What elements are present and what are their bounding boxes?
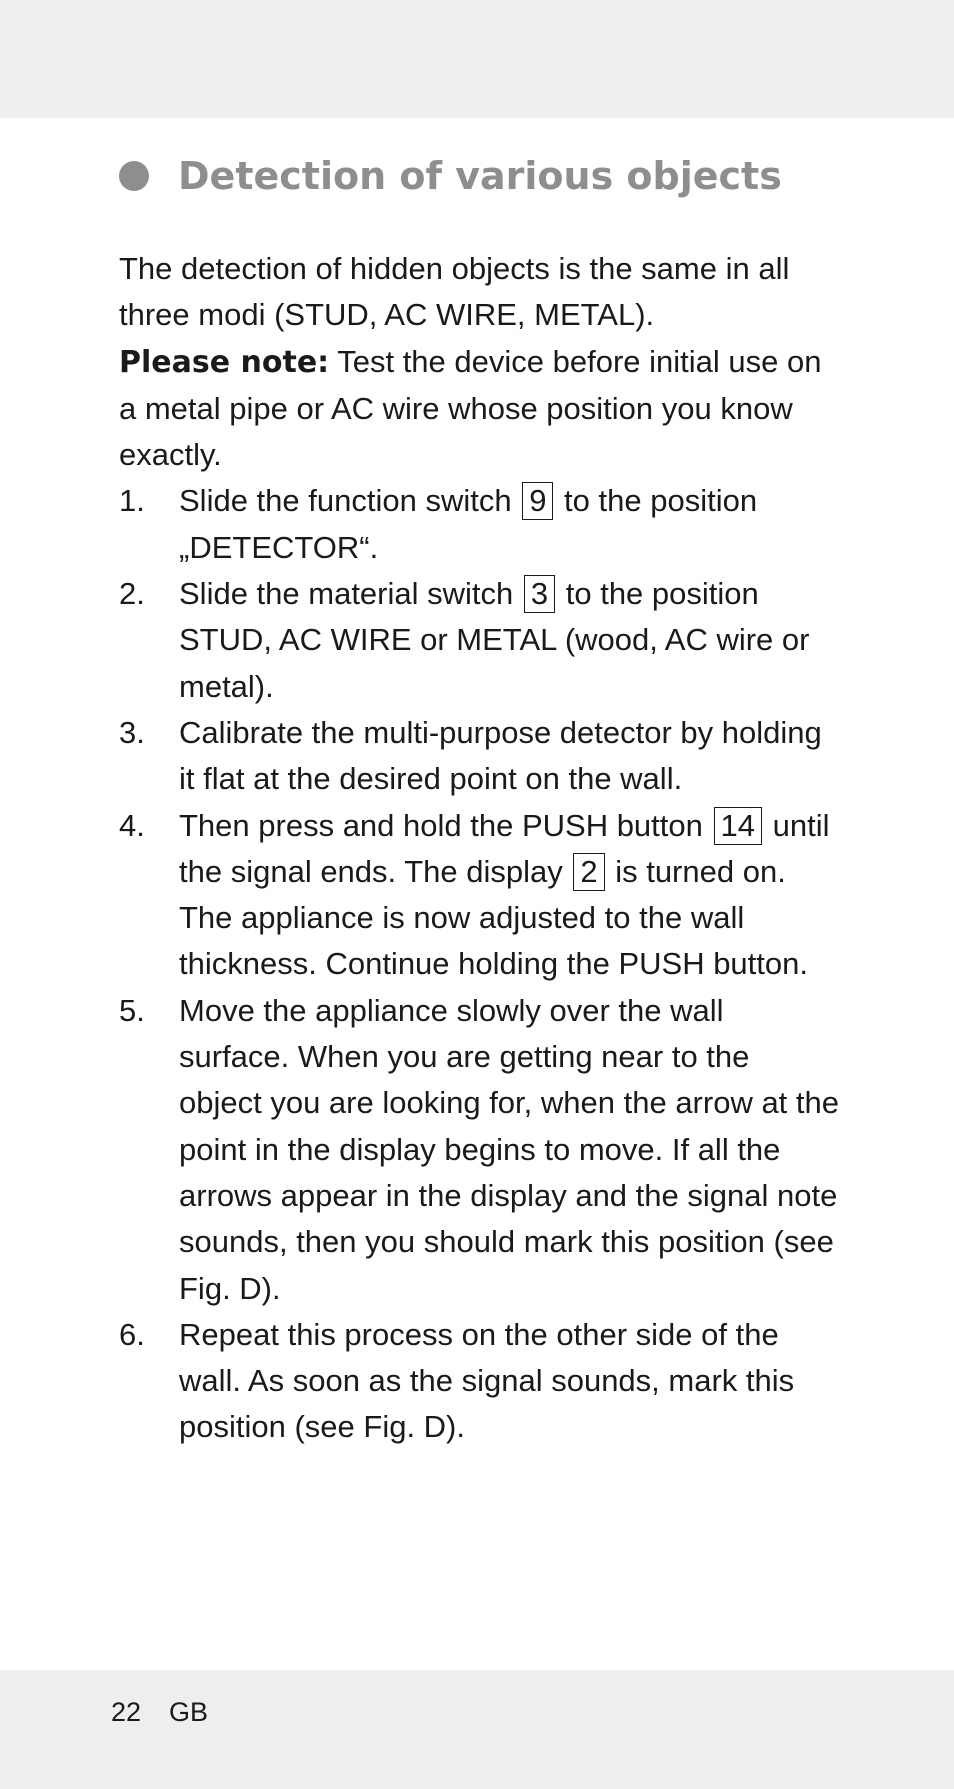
step-text: Repeat this process on the other side of the wall. As soon as the signal sounds, mark this position (see Fig. D). <box>179 1316 795 1445</box>
step-number: 2. <box>119 576 145 612</box>
step-number: 6. <box>119 1316 145 1352</box>
note-paragraph <box>119 339 839 479</box>
step-text: Slide the material switch <box>179 576 522 612</box>
page-number: 22 <box>111 1697 142 1727</box>
top-band <box>0 0 954 118</box>
step-text: Calibrate the multi-purpose detector by holding it flat at the desired point on the wall. <box>179 714 822 797</box>
step-text: Then press and hold the PUSH button <box>179 807 712 843</box>
reference-number: 2 <box>573 853 604 891</box>
note-text: Test the device before initial use on a metal pipe or AC wire whose position you know exactly. <box>119 343 822 473</box>
note-label: Please note: <box>119 344 330 380</box>
language-code: GB <box>169 1697 209 1727</box>
reference-number: 3 <box>524 575 555 613</box>
step-text: to the position STUD, AC WIRE or METAL (wood, AC wire or metal). <box>179 576 810 704</box>
reference-number: 14 <box>714 807 762 845</box>
step-6 <box>119 1312 839 1451</box>
step-text: until the signal ends. The display <box>179 807 830 889</box>
step-4 <box>119 803 839 988</box>
bullet-dot-icon <box>119 161 149 191</box>
step-1 <box>119 478 839 571</box>
step-3 <box>119 710 839 803</box>
step-number: 3. <box>119 714 145 750</box>
section-heading <box>119 146 919 206</box>
section-title: Detection of various objects <box>178 154 782 198</box>
step-text: Move the appliance slowly over the wall surface. When you are getting near to the object you are looking for, when the arrow at the point in the display begins to move. If all the arrows appear in the display and the signal note sounds, then you should mark this position (see Fig. D). <box>179 992 840 1306</box>
step-number: 4. <box>119 807 145 843</box>
page-footer <box>111 1697 236 1728</box>
reference-number: 9 <box>522 482 553 520</box>
step-number: 1. <box>119 483 145 519</box>
content <box>119 246 839 1451</box>
intro-paragraph: The detection of hidden objects is the same in all three modi (STUD, AC WIRE, METAL). <box>119 251 790 333</box>
steps-list <box>119 478 839 1450</box>
step-text: Slide the function switch <box>179 483 521 519</box>
bottom-band <box>0 1670 954 1789</box>
step-text: to the position „DETECTOR“. <box>179 483 758 565</box>
step-2 <box>119 571 839 710</box>
step-number: 5. <box>119 992 145 1028</box>
step-text: is turned on. The appliance is now adjusted to the wall thickness. Continue holding the PUSH button. <box>179 853 808 982</box>
step-5 <box>119 988 839 1312</box>
